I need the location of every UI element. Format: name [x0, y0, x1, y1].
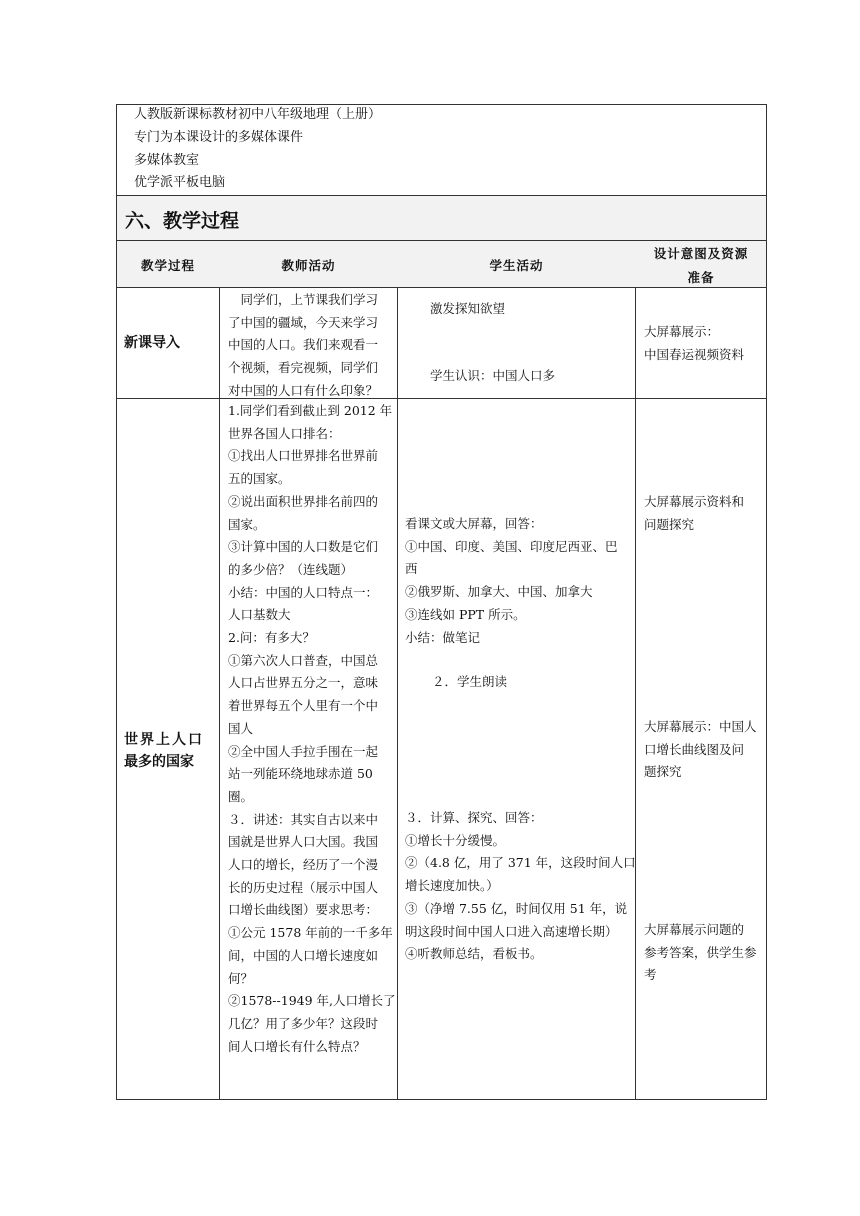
table-border-bottom — [116, 1099, 767, 1100]
row2-design-line: 大屏幕展示问题的 — [644, 922, 745, 937]
row2-label-line2: 最多的国家 — [124, 754, 194, 770]
row2-design-line: 大屏幕展示：中国人 — [644, 719, 757, 734]
row2-student-line: ④听教师总结，看板书。 — [405, 946, 543, 962]
col-divider-2 — [397, 240, 398, 1100]
row2-teacher-line: 国人 — [228, 720, 254, 736]
row2-teacher-line: 人口基数大 — [228, 607, 291, 623]
row2-student-line: ①增长十分缓慢。 — [405, 832, 506, 848]
row2-teacher-line: ③计算中国的人口数是它们 — [228, 539, 379, 555]
row2-student-group1 — [405, 513, 618, 649]
row2-design-line: 题探究 — [644, 764, 682, 780]
row2-student-line: 看课文或大屏幕，回答： — [405, 516, 543, 531]
row2-teacher-line: 何？ — [228, 970, 254, 986]
row1-student-a: 激发探知欲望 — [430, 301, 506, 316]
row2-teacher-line: 圈。 — [228, 788, 254, 804]
resource-item-4: 优学派平板电脑 — [134, 175, 226, 190]
header-design-line2: 准备 — [687, 270, 715, 285]
row2-student-line: ①中国、印度、美国、印度尼西亚、巴 — [405, 538, 618, 554]
row1-teacher-line: 了中国的疆域，今天来学习 — [228, 314, 379, 330]
row2-design-group3 — [644, 919, 757, 987]
row2-teacher-line: 间，中国的人口增长速度如 — [228, 947, 379, 963]
row2-student-line: 西 — [405, 561, 418, 577]
header-process: 教学过程 — [140, 258, 195, 273]
row2-design-group2 — [644, 716, 757, 784]
row2-teacher-line: 的多少倍？（连线题） — [228, 561, 354, 577]
row2-teacher-line: 2.问：有多大？ — [228, 630, 315, 646]
row2-student-group3 — [405, 807, 636, 966]
row2-design-group1 — [644, 491, 744, 536]
row2-teacher-line: 五的国家。 — [228, 471, 291, 487]
table-border-right — [766, 104, 767, 1100]
row2-teacher-line: ②1578--1949 年,人口增长了 — [228, 993, 396, 1009]
row1-teacher-line: 同学们，上节课我们学习 — [228, 292, 379, 307]
resource-item-2: 专门为本课设计的多媒体课件 — [134, 130, 304, 145]
resource-item-3: 多媒体教室 — [134, 153, 200, 168]
row2-design-line: 考 — [644, 967, 657, 983]
row1-design-line: 大屏幕展示： — [644, 324, 720, 339]
row2-student-line: ３．计算、探究、回答： — [405, 810, 543, 825]
row2-teacher-line: ①找出人口世界排名世界前 — [228, 448, 379, 464]
resource-item-1: 人教版新课标教材初中八年级地理（上册） — [134, 107, 382, 122]
row2-label-line1: 世界上人口 — [124, 732, 204, 748]
row2-teacher-line: ②说出面积世界排名前四的 — [228, 493, 379, 509]
header-design-line1: 设计意图及资源 — [653, 246, 749, 261]
row1-teacher-line: 中国的人口。我们来观看一 — [228, 337, 379, 353]
row2-design-line: 口增长曲线图及问 — [644, 741, 745, 757]
row2-teacher-line: 长的历史过程（展示中国人 — [228, 879, 379, 895]
row2-student-line: ②俄罗斯、加拿大、中国、加拿大 — [405, 584, 593, 600]
row2-student-line: ②（4.8 亿，用了 371 年，这段时间人口 — [405, 855, 636, 871]
row2-teacher-line: 国就是世界人口大国。我国 — [228, 834, 379, 850]
row2-teacher — [228, 400, 396, 1058]
row-divider-header — [116, 287, 767, 288]
row2-teacher-line: ①公元 1578 年前的一千多年 — [228, 925, 393, 941]
row2-teacher-line: ①第六次人口普查，中国总 — [228, 652, 379, 668]
row2-design-line: 问题探究 — [644, 516, 695, 532]
row2-teacher-line: ②全中国人手拉手围在一起 — [228, 743, 379, 759]
row1-design — [644, 321, 744, 366]
col-divider-1 — [219, 240, 220, 1100]
header-student: 学生活动 — [489, 258, 544, 273]
row2-teacher-line: 世界各国人口排名： — [228, 425, 341, 441]
row2-teacher-line: 小结：中国的人口特点一： — [228, 584, 379, 600]
row2-teacher-line: 人口占世界五分之一，意味 — [228, 675, 379, 691]
header-teacher: 教师活动 — [281, 258, 336, 273]
row2-teacher-line: 口增长曲线图）要求思考： — [228, 902, 379, 918]
row2-teacher-line: 1.同学们看到截止到 2012 年 — [228, 403, 393, 418]
row2-teacher-line: 站一列能环绕地球赤道 50 — [228, 766, 373, 782]
row2-teacher-line: 国家。 — [228, 516, 266, 532]
row1-label: 新课导入 — [124, 335, 180, 351]
row2-design-line: 大屏幕展示资料和 — [644, 494, 745, 509]
col-divider-3 — [635, 240, 636, 1100]
row1-design-line: 中国春运视频资料 — [644, 346, 745, 362]
row2-teacher-line: 人口的增长，经历了一个漫 — [228, 857, 379, 873]
row2-student-line: 小结：做笔记 — [405, 629, 481, 645]
row1-teacher — [228, 289, 378, 403]
row2-design-line: 参考答案，供学生参 — [644, 944, 757, 960]
row2-student-line: 增长速度加快。） — [405, 878, 499, 894]
row2-student-line: ③（净增 7.55 亿，时间仅用 51 年，说 — [405, 900, 628, 916]
row-divider-row1 — [116, 398, 767, 399]
row2-teacher-line: 几亿？用了多少年？这段时 — [228, 1015, 379, 1031]
row2-student-line: ③连线如 PPT 所示。 — [405, 606, 526, 622]
section-title: 六、教学过程 — [125, 210, 240, 232]
row1-student-b: 学生认识：中国人口多 — [430, 368, 556, 383]
row2-teacher-line: ３．讲述：其实自古以来中 — [228, 811, 379, 827]
row2-student-line: 明这段时间中国人口进入高速增长期） — [405, 923, 618, 939]
row1-teacher-line: 对中国的人口有什么印象？ — [228, 382, 379, 398]
row2-student-group2: ２．学生朗读 — [432, 674, 508, 689]
row1-teacher-line: 个视频，看完视频，同学们 — [228, 360, 379, 376]
row2-teacher-line: 着世界每五个人里有一个中 — [228, 698, 379, 714]
row2-teacher-line: 间人口增长有什么特点？ — [228, 1038, 366, 1054]
